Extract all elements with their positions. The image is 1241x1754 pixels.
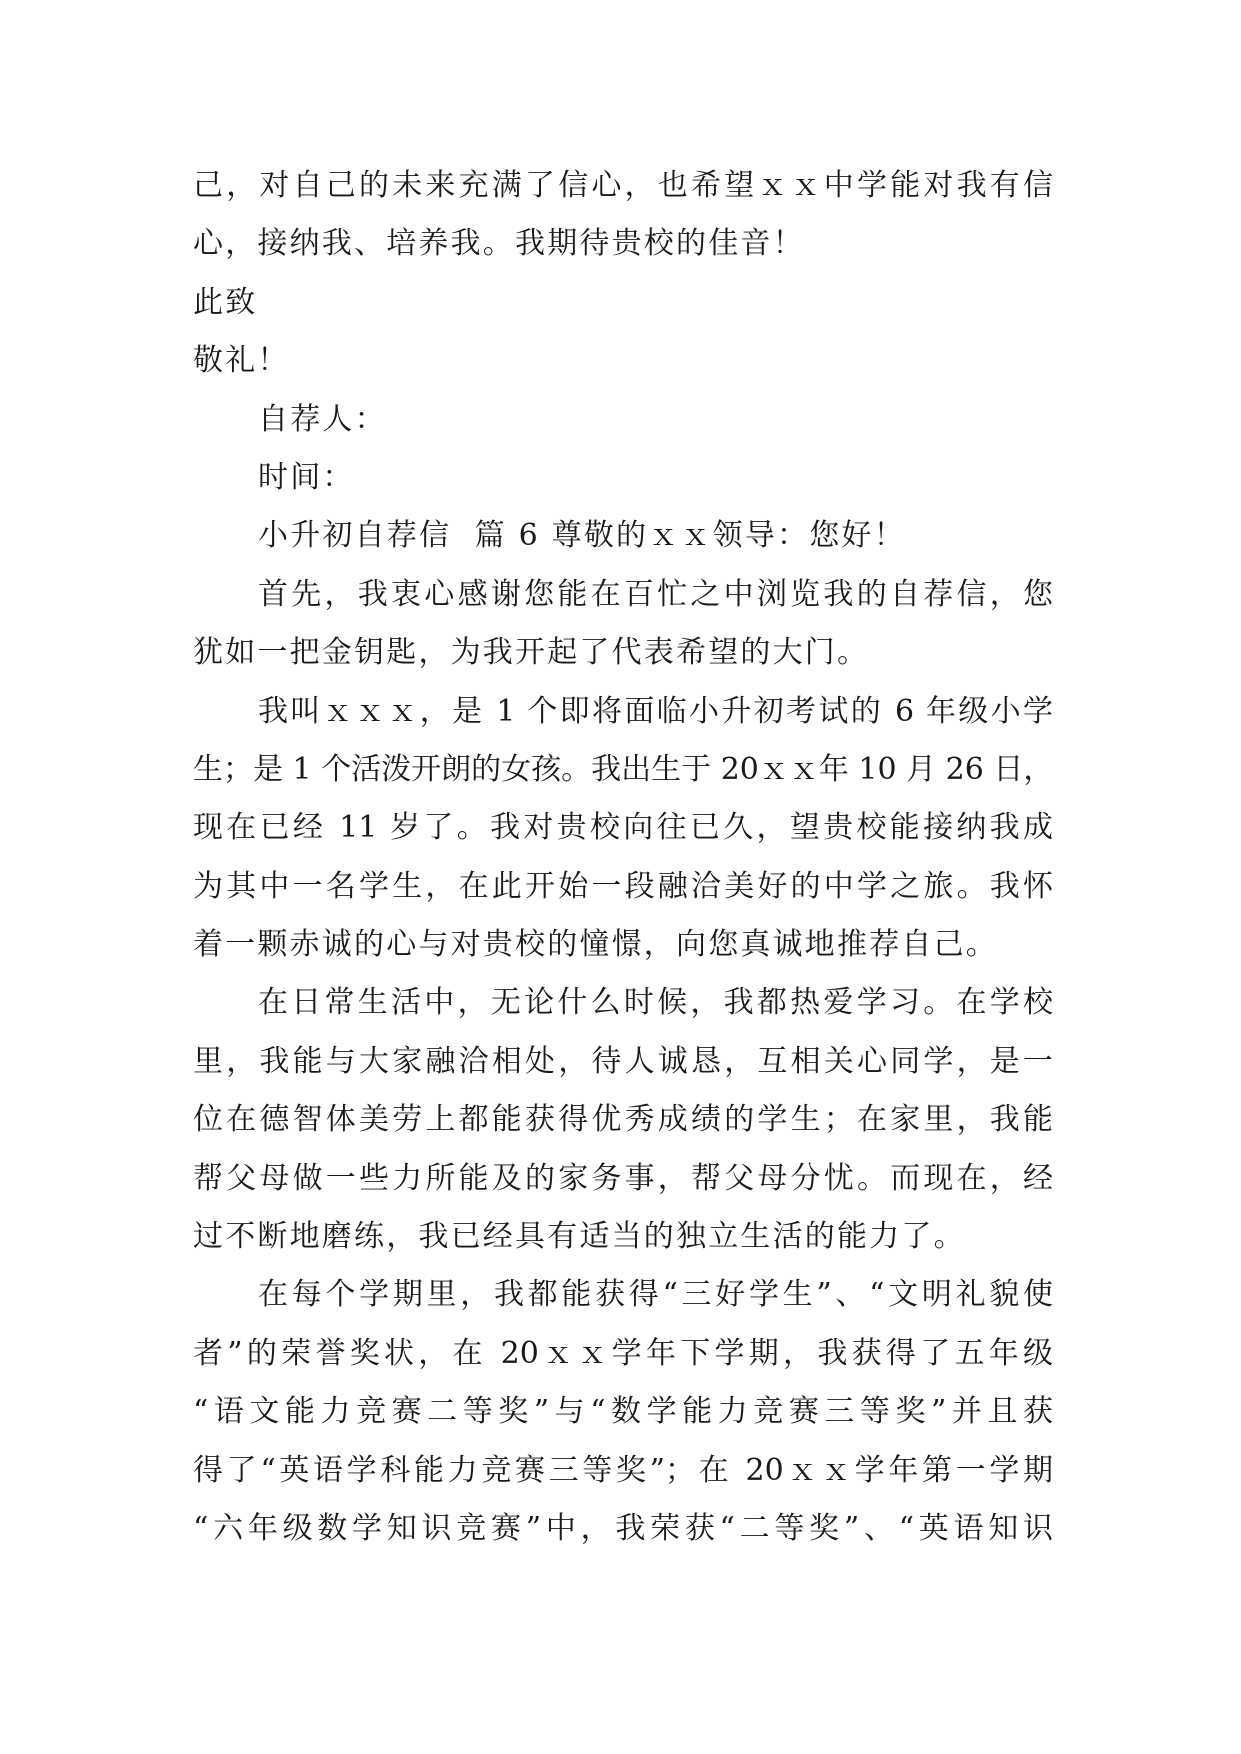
text-line: 过不断地磨练，我已经具有适当的独立生活的能力了。	[193, 1219, 966, 1255]
text-line: 现在已经 11 岁了。我对贵校向往已久，望贵校能接纳我成	[193, 810, 1053, 846]
text-line: 位在德智体美劳上都能获得优秀成绩的学生；在家里，我能	[193, 1102, 1053, 1138]
text-line: “语文能力竞赛二等奖”与“数学能力竞赛三等奖”并且获	[193, 1394, 1053, 1430]
document-body	[193, 157, 1053, 1558]
text-line: 生；是 1 个活泼开朗的女孩。我出生于 20ｘｘ年 10 月 26 日，	[193, 751, 1054, 787]
text-line: 着一颗赤诚的心与对贵校的憧憬，向您真诚地推荐自己。	[193, 927, 998, 963]
text-line: 首先，我衷心感谢您能在百忙之中浏览我的自荐信，您	[258, 576, 1053, 612]
text-line: 犹如一把金钥匙，为我开起了代表希望的大门。	[193, 635, 870, 671]
signature-label: 自荐人：	[258, 401, 387, 437]
text-line: “六年级数学知识竞赛”中，我荣获“二等奖”、“英语知识	[193, 1510, 1053, 1546]
text-line: 者”的荣誉奖状，在 20ｘｘ学年下学期，我获得了五年级	[193, 1335, 1053, 1371]
text-line: 己，对自己的未来充满了信心，也希望ｘｘ中学能对我有信	[193, 168, 1053, 203]
date-label: 时间：	[258, 459, 355, 495]
text-line: 在日常生活中，无论什么时候，我都热爱学习。在学校	[258, 985, 1053, 1021]
text-line: 我叫ｘｘｘ，是 1 个即将面临小升初考试的 6 年级小学	[258, 693, 1053, 729]
text-line: 帮父母做一些力所能及的家务事，帮父母分忧。而现在，经	[193, 1160, 1053, 1196]
text-line: 为其中一名学生，在此开始一段融洽美好的中学之旅。我怀	[193, 868, 1053, 904]
text-line: 得了“英语学科能力竞赛三等奖”；在 20ｘｘ学年第一学期	[193, 1452, 1053, 1488]
text-line: 在每个学期里，我都能获得“三好学生”、“文明礼貌使	[258, 1277, 1053, 1313]
section-heading: 小升初自荐信 篇 6 尊敬的ｘｘ领导：您好！	[258, 518, 906, 554]
text-line: 里，我能与大家融洽相处，待人诚恳，互相关心同学，是一	[193, 1043, 1053, 1079]
text-line: 心，接纳我、培养我。我期待贵校的佳音！	[193, 226, 805, 262]
salutation-line: 此致	[193, 284, 258, 320]
salutation-line: 敬礼！	[193, 343, 290, 379]
